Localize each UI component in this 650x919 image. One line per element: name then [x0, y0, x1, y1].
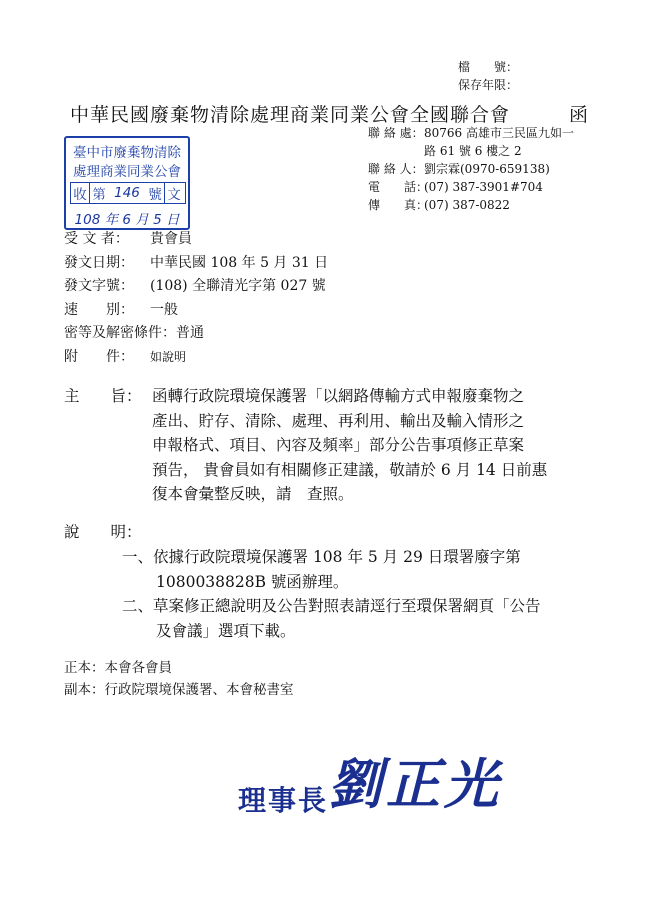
explanation-marker: 二、: [122, 597, 154, 615]
speed-label: 速 別：: [64, 301, 134, 318]
subject-line: 產出、貯存、清除、處理、再利用、輸出及輸入情形之: [152, 411, 525, 430]
issue-date-label: 發文日期：: [64, 254, 134, 271]
subject-line: 函轉行政院環境保護署「以網路傳輸方式申報廢棄物之: [152, 387, 525, 405]
copies-block: [64, 657, 294, 701]
subject-body: [152, 384, 547, 507]
retention-label: 保存年限：: [458, 78, 519, 92]
explanation-line: 及會議」選項下載。: [156, 621, 296, 640]
explanation-label: 說 明：: [64, 523, 142, 541]
subject-line: 預告， 貴會員如有相關修正建議，敬請於 6 月 14 日前惠: [152, 460, 548, 479]
subject-label: 主 旨：: [64, 387, 142, 405]
attachment-label: 附 件：: [64, 348, 134, 365]
copy-label: 副本：: [64, 682, 105, 698]
recipient: 貴會員: [150, 231, 192, 247]
received-stamp: [64, 136, 190, 230]
address-line1: 80766 高雄市三民區九如一: [424, 126, 574, 140]
attachment: 如說明: [150, 349, 187, 364]
fax-number: (07) 387-0822: [424, 198, 510, 212]
original-recipients: 本會各會員: [104, 660, 172, 676]
stamp-recv-hao: 號: [148, 187, 162, 203]
contact-person: 劉宗霖(0970-659138): [424, 162, 550, 176]
security: 普通: [176, 325, 204, 341]
signature: [238, 742, 502, 819]
explanation-marker: 一、: [122, 548, 154, 566]
contact-person-label: 聯 絡 人：: [368, 162, 424, 176]
signature-role: 理事長: [238, 784, 329, 817]
org-title: 中華民國廢棄物清除處理商業同業公會全國聯合會: [70, 104, 511, 126]
copy-recipients: 行政院環境保護署、本會秘書室: [104, 682, 294, 698]
stamp-recv-wen: 文: [164, 183, 183, 203]
speed: 一般: [150, 301, 178, 318]
address-label: 聯 絡 處：: [368, 126, 424, 140]
original-label: 正本：: [64, 660, 105, 676]
subject-line: 復本會彙整反映，請 查照。: [152, 485, 354, 503]
stamp-org-line1: 臺中市廢棄物清除: [73, 145, 181, 161]
contact-block: [368, 124, 574, 214]
explanation-item-1: [122, 545, 521, 594]
doc-number: (108) 全聯清光字第 027 號: [150, 278, 326, 294]
stamp-recv-di: 第: [89, 183, 108, 203]
stamp-date: 108 年 6 月 5 日: [74, 212, 180, 228]
issue-date: 中華民國 108 年 5 月 31 日: [150, 254, 329, 271]
phone-number: (07) 387-3901#704: [424, 180, 543, 194]
explanation-item-2: [122, 594, 541, 643]
explanation-line: 1080038828B 號函辦理。: [156, 572, 349, 591]
signature-name: 劉正光: [328, 752, 503, 816]
explanation-line: 依據行政院環境保護署 108 年 5 月 29 日環署廢字第: [153, 548, 521, 566]
file-number-label: 檔 號：: [458, 60, 519, 74]
stamp-recv-prefix: 收: [73, 187, 87, 203]
recipient-label: 受 文 者：: [64, 231, 129, 247]
fax-label: 傳 真：: [368, 198, 429, 212]
security-label: 密等及解密條件：: [64, 325, 176, 341]
stamp-org-line2: 處理商業同業公會: [73, 164, 181, 180]
stamp-recv-number: 146: [114, 185, 140, 201]
address-line2: 路 61 號 6 樓之 2: [424, 144, 522, 158]
doc-type: 函: [569, 104, 590, 126]
doc-number-label: 發文字號：: [64, 278, 134, 294]
phone-label: 電 話：: [368, 180, 429, 194]
stamp-receipt-row: [70, 182, 186, 204]
explanation-line: 草案修正總說明及公告對照表請逕行至環保署網頁「公告: [153, 597, 541, 615]
subject-line: 申報格式、項目、內容及頻率」部分公告事項修正草案: [152, 436, 525, 454]
meta-block: [64, 228, 328, 369]
